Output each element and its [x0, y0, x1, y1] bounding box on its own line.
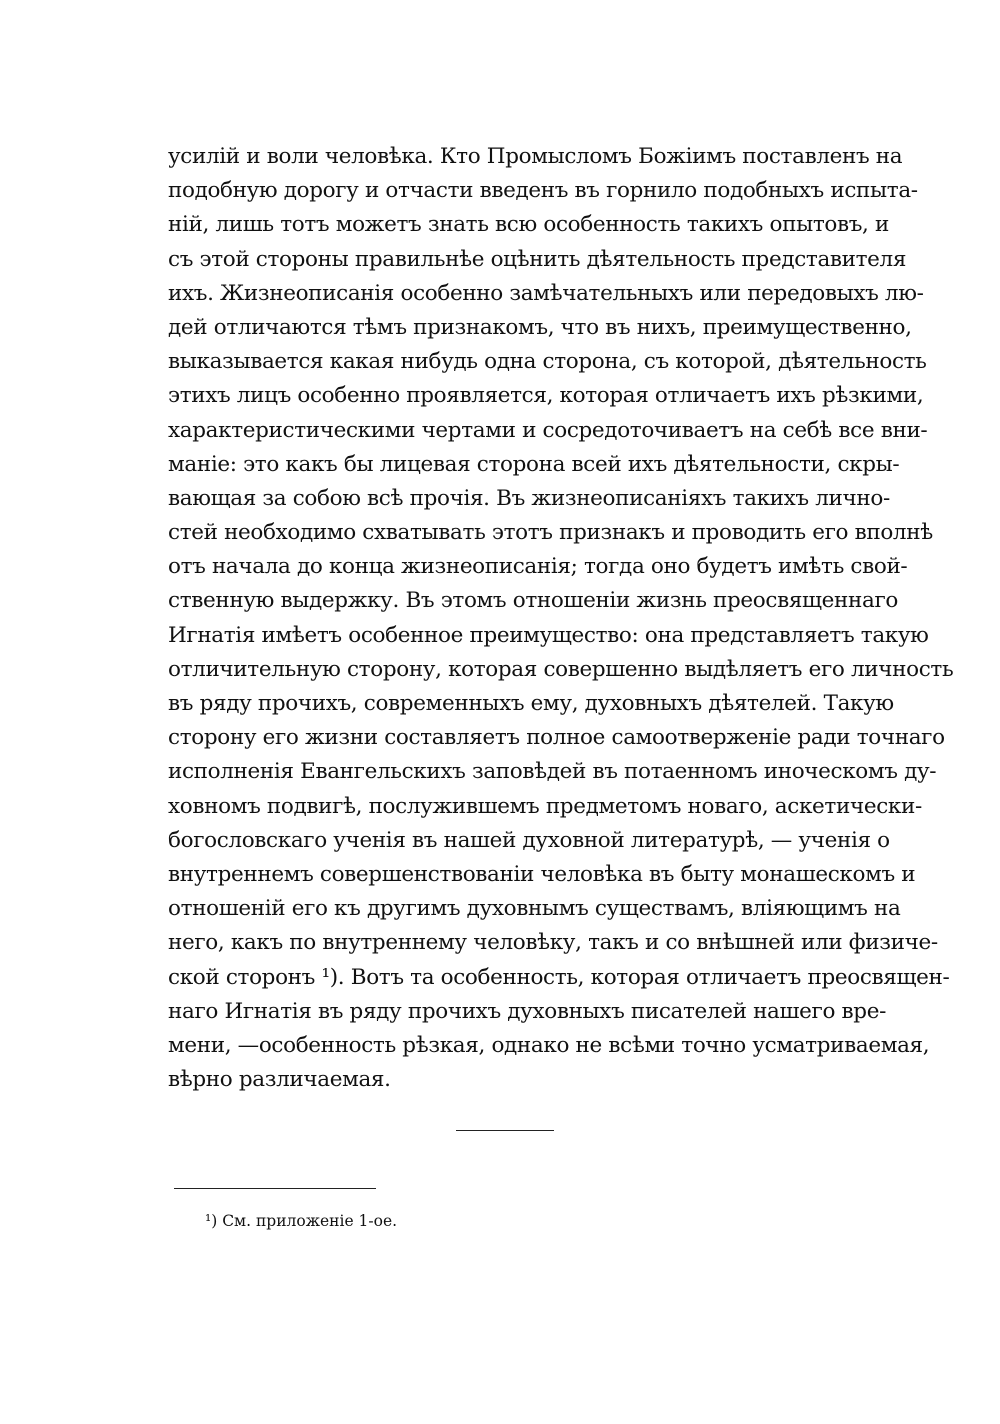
text-line: ственную выдержку. Въ этомъ отношеніи жизнь преосвященнаго [168, 588, 898, 614]
body-text [168, 140, 954, 1097]
text-line: отъ начала до конца жизнеописанія; тогда оно будетъ имѣть свой- [168, 554, 908, 580]
text-line: въ ряду прочихъ, современныхъ ему, духовныхъ дѣятелей. Такую [168, 691, 894, 716]
text-line: мени, —особенность рѣзкая, однако не всѣми точно усматриваемая, [168, 1032, 930, 1058]
text-line: богословскаго ученія въ нашей духовной литературѣ, — ученія о [168, 827, 890, 853]
text-line: характеристическими чертами и сосредоточиваетъ на себѣ все вни- [168, 417, 928, 443]
text-line: исполненія Евангельскихъ заповѣдей въ потаенномъ иноческомъ ду- [168, 759, 937, 785]
text-line: отличительную сторону, которая совершенно выдѣляетъ его личность [168, 656, 954, 682]
text-line: Игнатія имѣетъ особенное преимущество: она представляетъ такую [168, 622, 929, 648]
text-line: маніе: это какъ бы лицевая сторона всей ихъ дѣятельности, скры- [168, 451, 900, 477]
text-line: ній, лишь тотъ можетъ знать всю особенность такихъ опытовъ, и [168, 212, 889, 238]
text-line: наго Игнатія въ ряду прочихъ духовныхъ писателей нашего вре- [168, 998, 886, 1024]
text-line: дей отличаются тѣмъ признакомъ, что въ нихъ, преимущественно, [168, 314, 912, 340]
text-line: внутреннемъ совершенствованіи человѣка въ быту монашескомъ и [168, 861, 916, 887]
text-line-last: вѣрно различаемая. [168, 1067, 391, 1093]
text-line: усилій и воли человѣка. Кто Промысломъ Божіимъ поставленъ на [168, 144, 903, 169]
footnote-text: ¹) См. приложеніе 1-ое. [205, 1212, 398, 1230]
text-line: вающая за собою всѣ прочія. Въ жизнеописаніяхъ такихъ лично- [168, 485, 890, 511]
text-line: подобную дорогу и отчасти введенъ въ горнило подобныхъ испыта- [168, 178, 918, 204]
text-line: ской сторонъ ¹). Вотъ та особенность, которая отличаетъ преосвящен- [168, 964, 950, 990]
text-line: стей необходимо схватывать этотъ признакъ и проводить его вполнѣ [168, 520, 933, 546]
text-line: сторону его жизни составляетъ полное самоотверженіе ради точнаго [168, 725, 945, 751]
text-line: отношеній его къ другимъ духовнымъ существамъ, вліяющимъ на [168, 896, 901, 922]
text-line: ховномъ подвигѣ, послужившемъ предметомъ новаго, аскетически- [168, 793, 922, 819]
footnote-divider [174, 1188, 376, 1189]
text-line: него, какъ по внутреннему человѣку, такъ и со внѣшней или физиче- [168, 930, 938, 956]
text-line: выказывается какая нибудь одна сторона, съ которой, дѣятельность [168, 349, 927, 375]
text-line: этихъ лицъ особенно проявляется, которая отличаетъ ихъ рѣзкими, [168, 383, 924, 409]
section-divider [456, 1130, 554, 1131]
text-line: съ этой стороны правильнѣе оцѣнить дѣятельность представителя [168, 246, 907, 272]
text-line: ихъ. Жизнеописанія особенно замѣчательныхъ или передовыхъ лю- [168, 280, 924, 306]
